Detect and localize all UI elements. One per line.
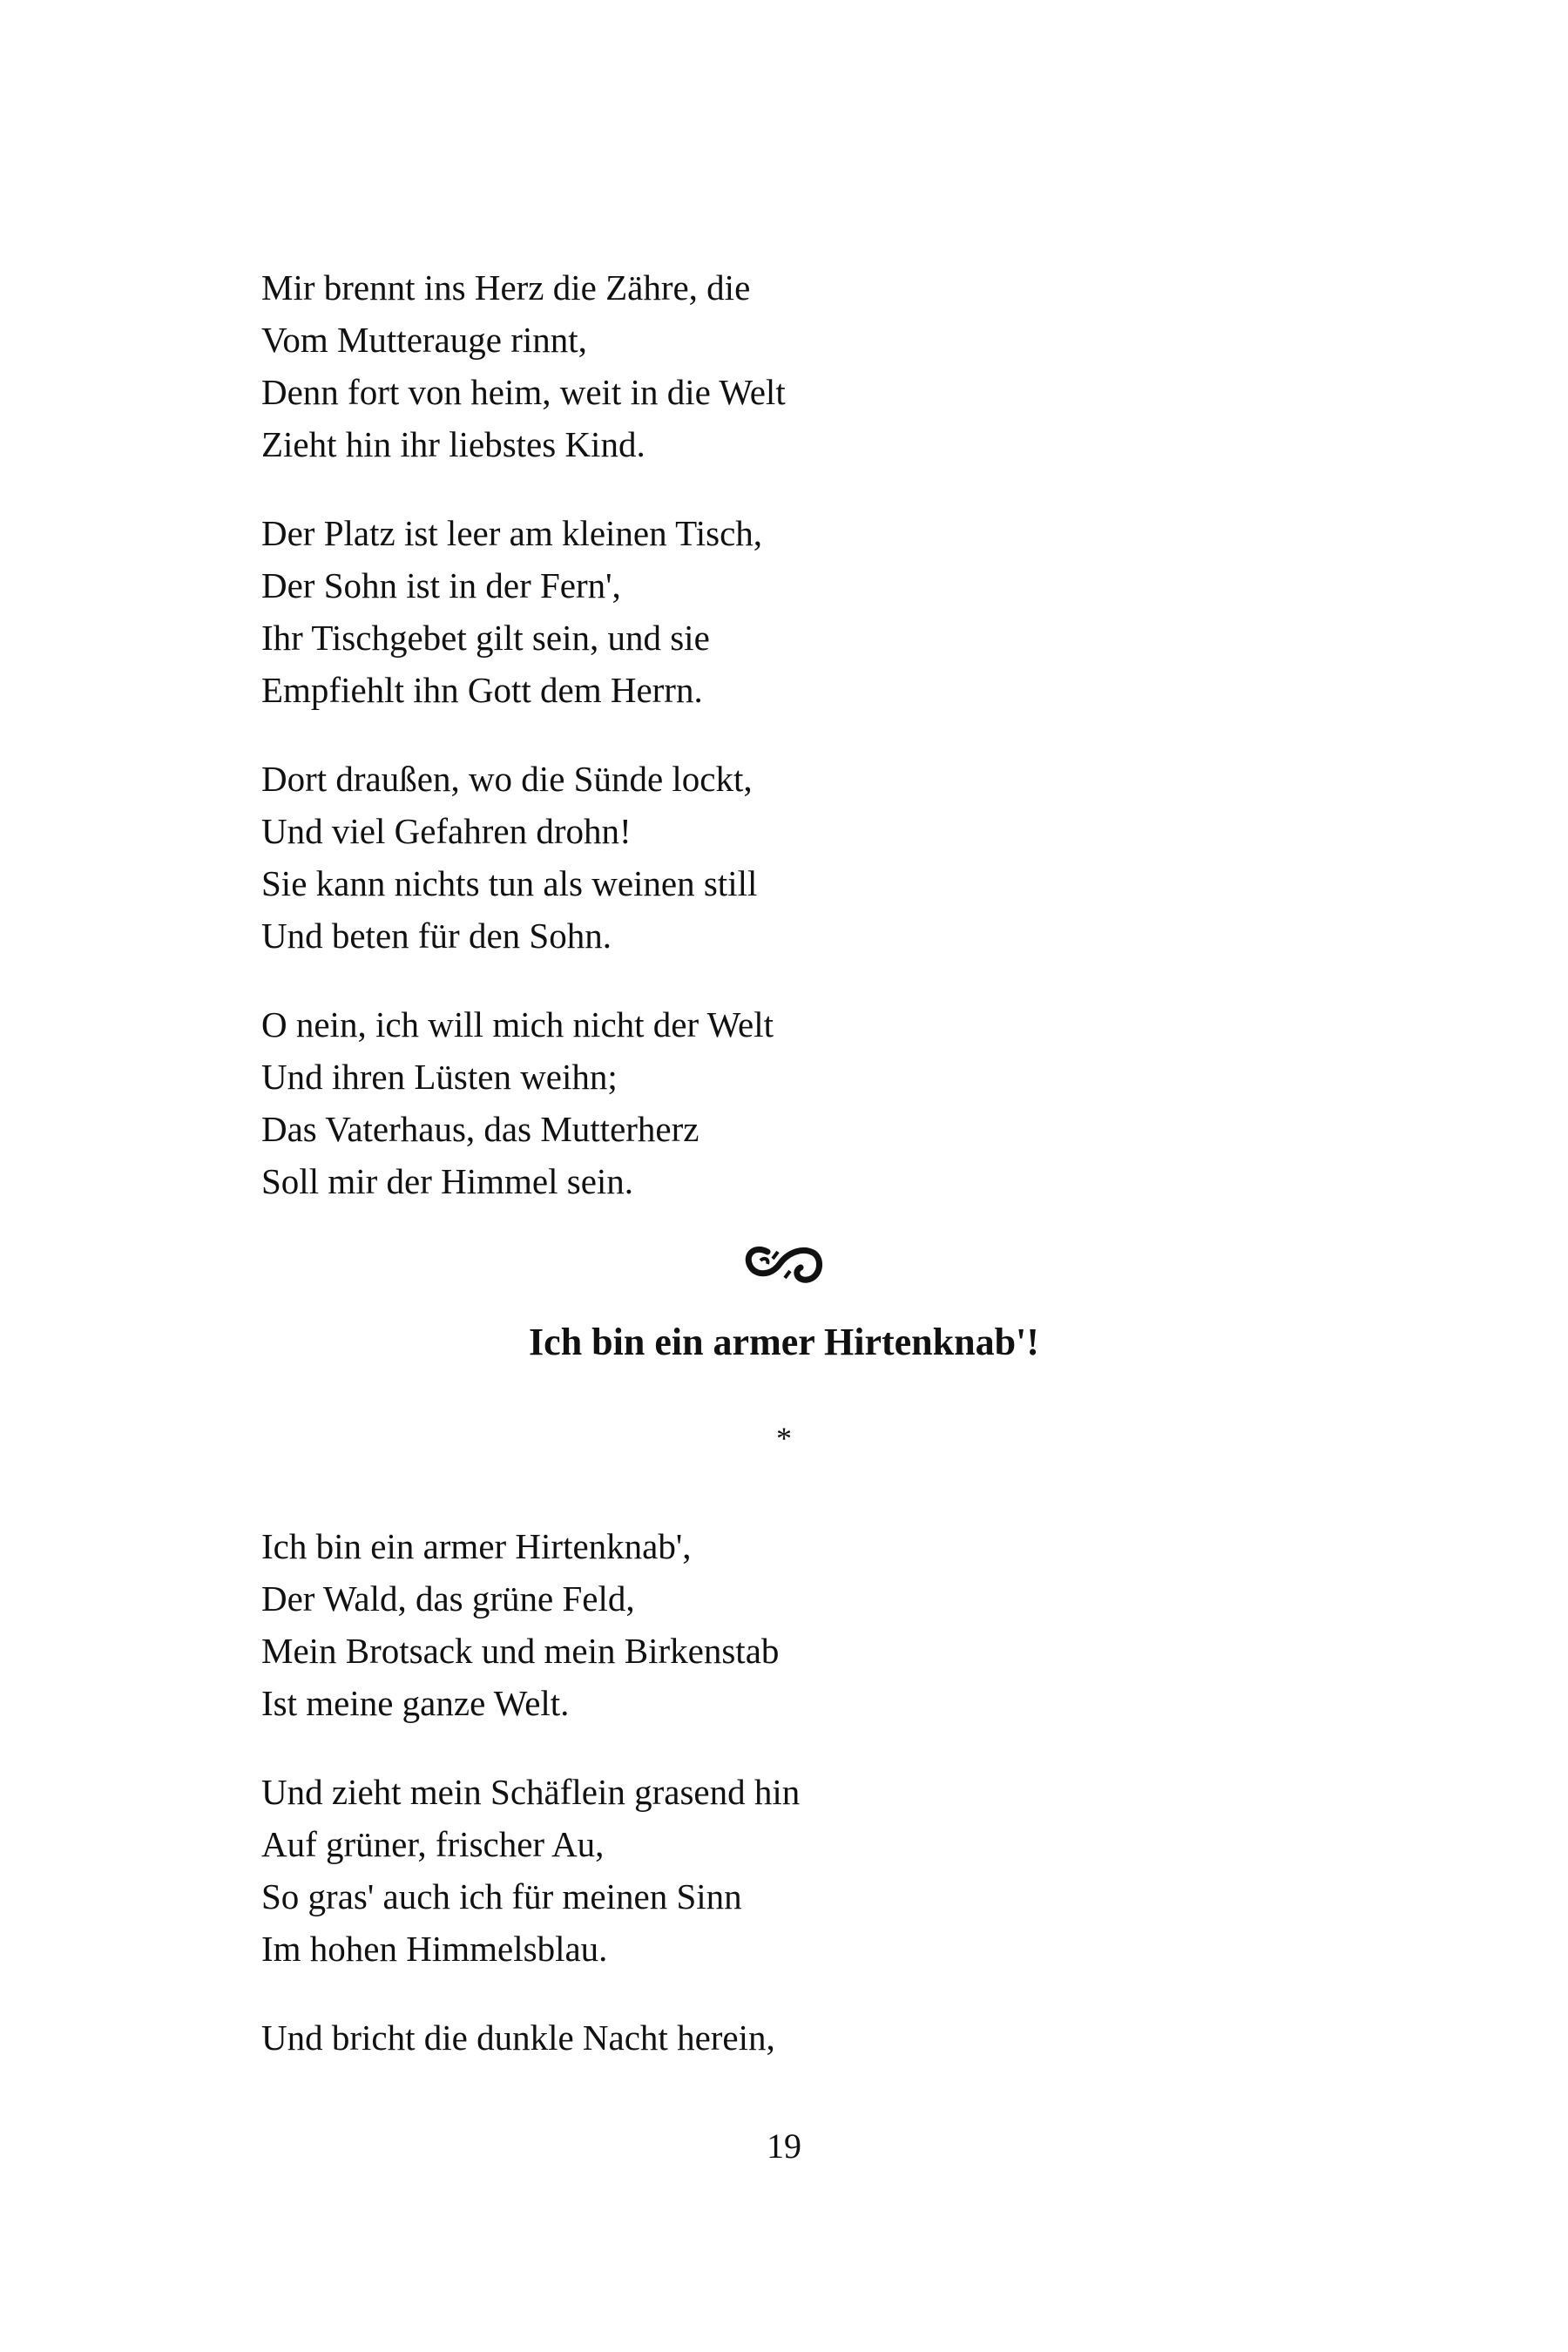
verse-line: Dort draußen, wo die Sünde lockt, (261, 759, 753, 799)
verse-line: Und bricht die dunkle Nacht herein, (261, 2017, 775, 2058)
scroll-ornament-icon (741, 1241, 824, 1285)
verse-line: Empfiehlt ihn Gott dem Herrn. (261, 670, 703, 710)
verse-line: Das Vaterhaus, das Mutterherz (261, 1109, 700, 1149)
verse-line: Der Wald, das grüne Feld, (261, 1578, 635, 1619)
verse-line: Und zieht mein Schäflein grasend hin (261, 1772, 801, 1812)
stanza-2 (261, 507, 762, 716)
verse-line: Sie kann nichts tun als weinen still (261, 863, 758, 903)
verse-line: O nein, ich will mich nicht der Welt (261, 1004, 774, 1044)
stanza-7 (261, 2011, 775, 2064)
verse-line: Denn fort von heim, weit in die Welt (261, 372, 786, 412)
verse-line: Ist meine ganze Welt. (261, 1683, 570, 1723)
verse-line: Im hohen Himmelsblau. (261, 1929, 608, 1969)
verse-line: Vom Mutterauge rinnt, (261, 320, 587, 360)
verse-line: Mein Brotsack und mein Birkenstab (261, 1631, 780, 1671)
verse-line: Ich bin ein armer Hirtenknab', (261, 1526, 692, 1566)
stanza-4 (261, 998, 774, 1207)
stanza-3 (261, 753, 757, 962)
stanza-6 (261, 1766, 800, 1975)
verse-line: Und ihren Lüsten weihn; (261, 1057, 618, 1097)
poem-title: Ich bin ein armer Hirtenknab'! (529, 1321, 1039, 1363)
verse-line: Soll mir der Himmel sein. (261, 1161, 634, 1201)
verse-line: Und beten für den Sohn. (261, 916, 612, 956)
asterisk-separator: * (776, 1421, 792, 1456)
verse-line: Und viel Gefahren drohn! (261, 811, 632, 851)
stanza-1 (261, 261, 786, 470)
verse-line: Ihr Tischgebet gilt sein, und sie (261, 618, 710, 658)
verse-line: Mir brennt ins Herz die Zähre, die (261, 267, 751, 308)
verse-line: Auf grüner, frischer Au, (261, 1824, 605, 1864)
stanza-5 (261, 1520, 779, 1729)
verse-line: Der Sohn ist in der Fern', (261, 565, 621, 605)
verse-line: So gras' auch ich für meinen Sinn (261, 1876, 742, 1916)
verse-line: Zieht hin ihr liebstes Kind. (261, 424, 645, 464)
verse-line: Der Platz ist leer am kleinen Tisch, (261, 513, 763, 553)
page-number: 19 (767, 2126, 801, 2166)
